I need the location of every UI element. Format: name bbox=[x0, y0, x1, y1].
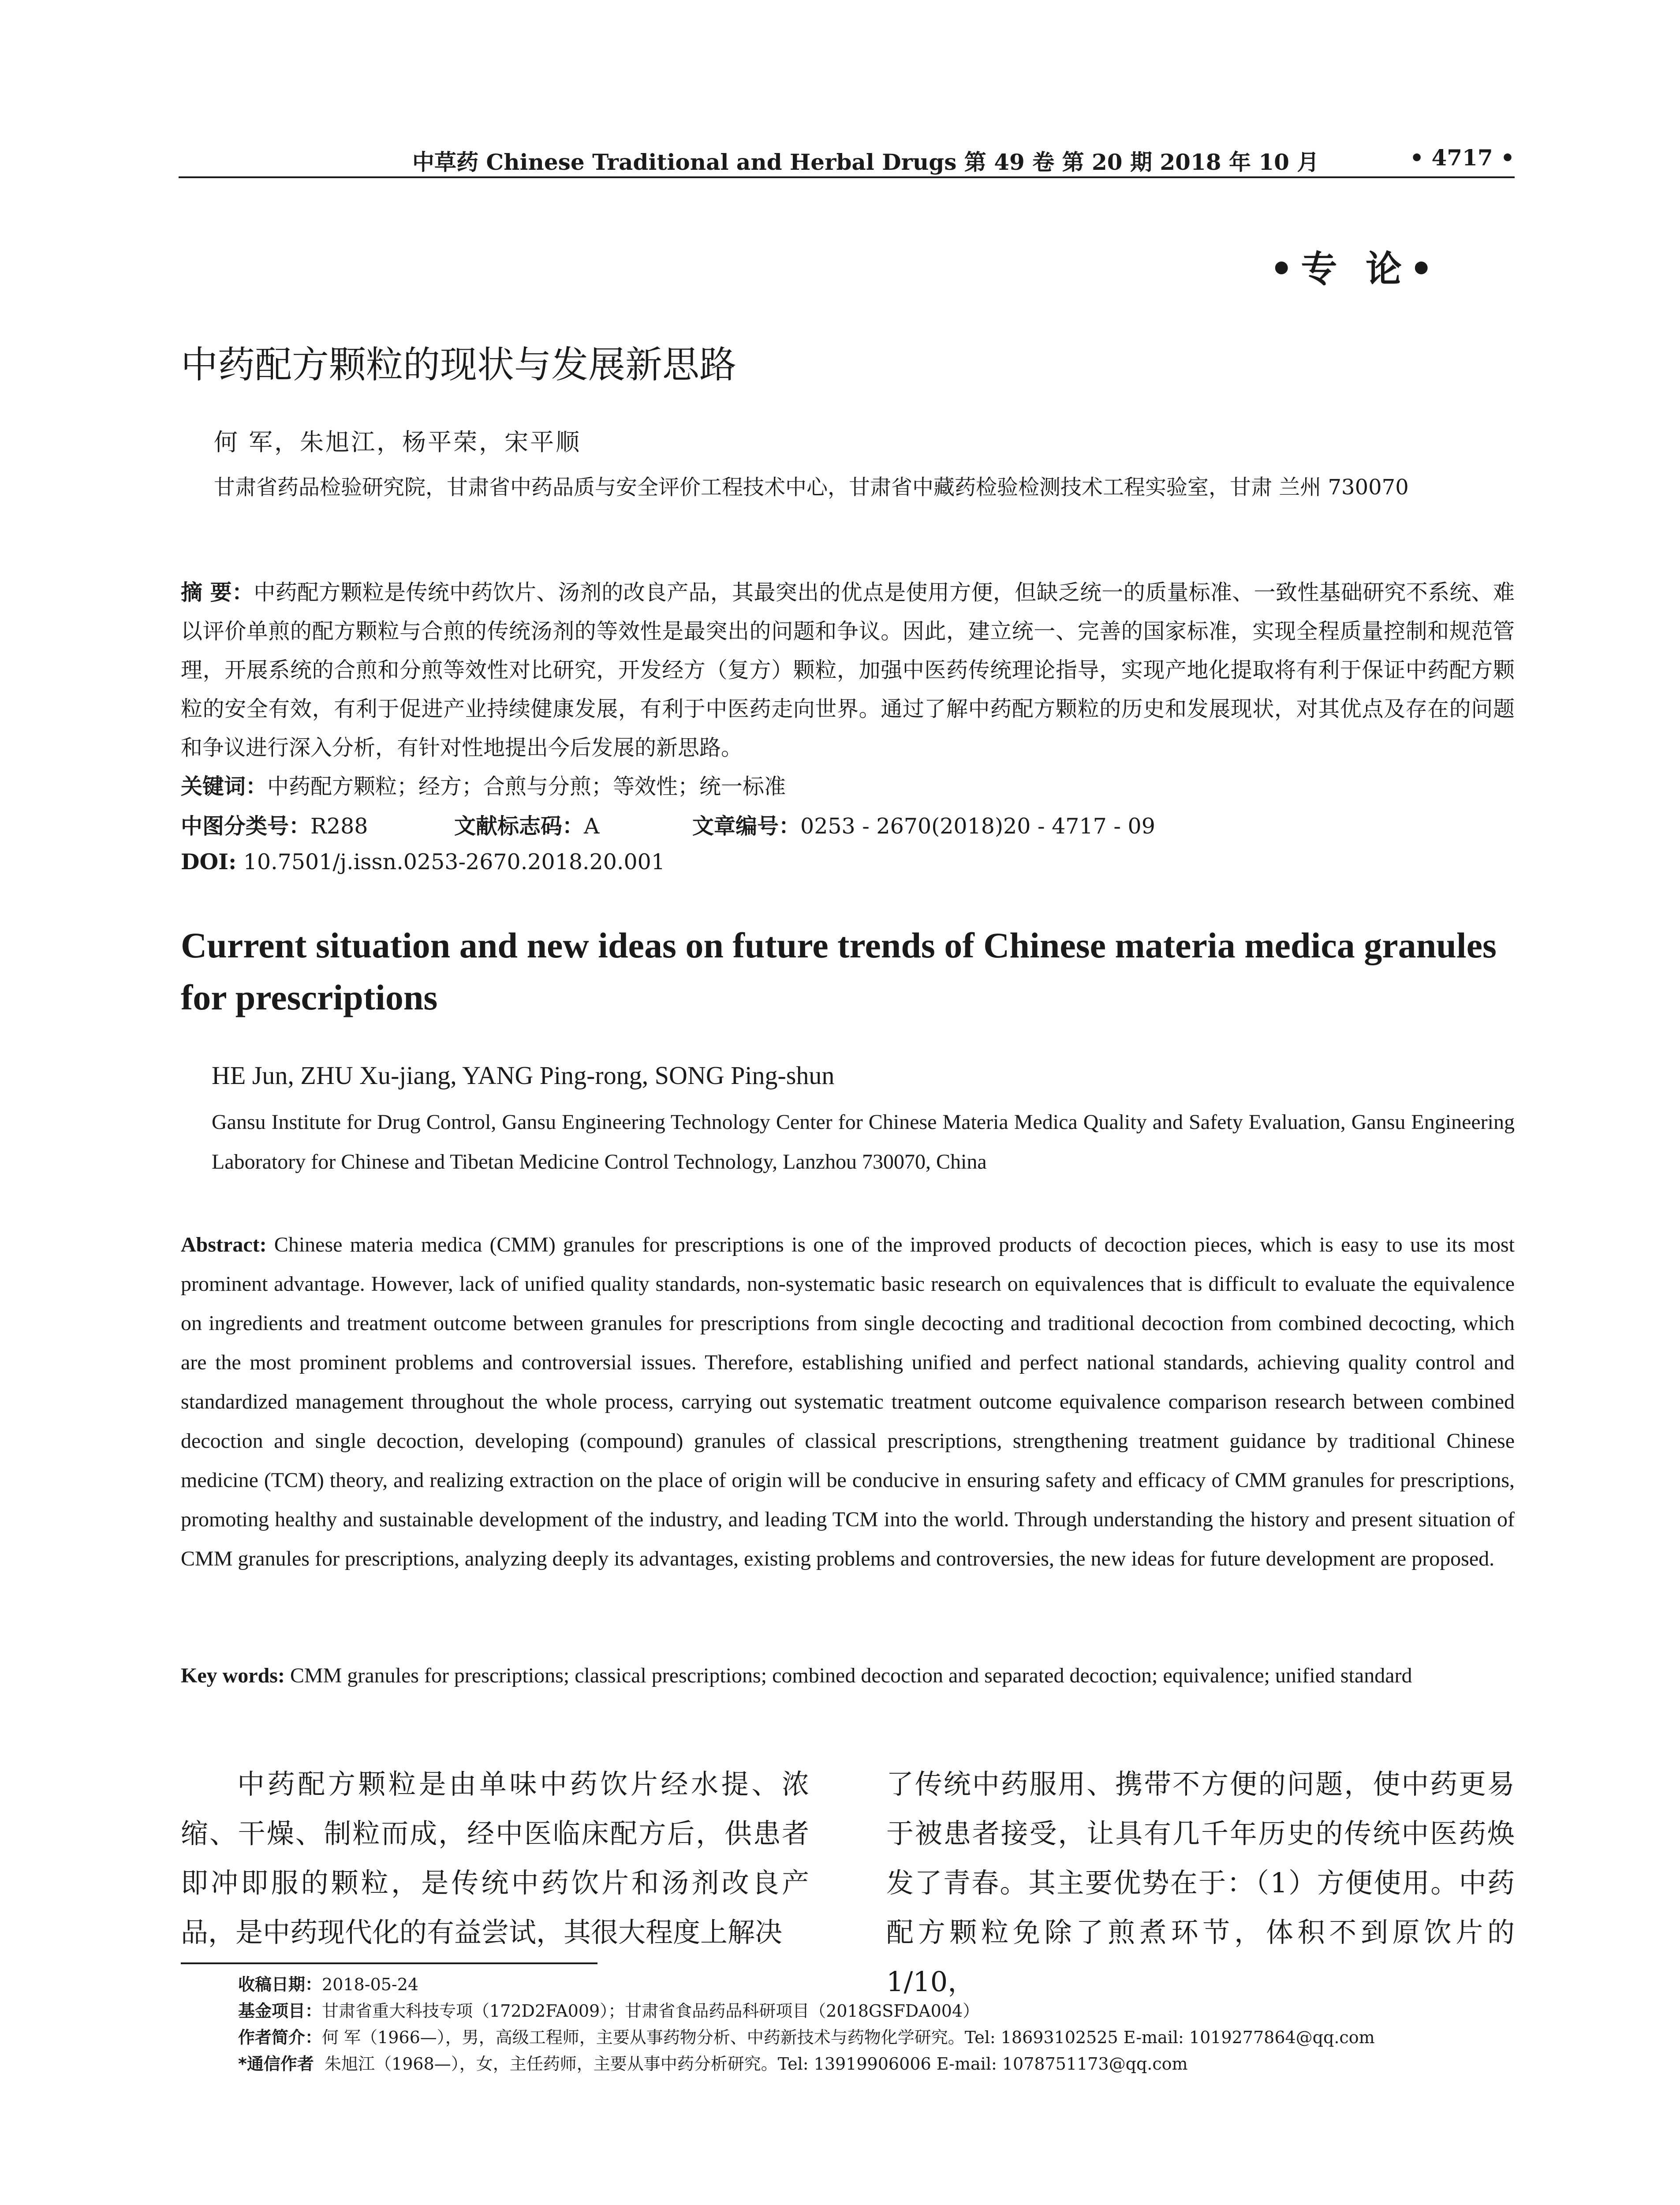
column-tag: •专 论• bbox=[1270, 248, 1441, 290]
clc-value: R288 bbox=[310, 814, 368, 839]
fund-label: 基金项目： bbox=[238, 2001, 322, 2021]
chinese-abstract bbox=[181, 573, 1515, 767]
chinese-abstract-label: 摘 要： bbox=[181, 580, 254, 605]
corresponding-label: *通信作者 bbox=[238, 2054, 314, 2074]
received-date: 2018-05-24 bbox=[322, 1975, 419, 1994]
footnote-fund bbox=[238, 1998, 1517, 2024]
english-affiliation: Gansu Institute for Drug Control, Gansu Engineering Technology Center for Chinese Materia Medica Quality and Safety Evaluation, Gansu Engineering Laboratory for Chinese and Tibetan Medicine Control Technology, Lanzhou 730070, China bbox=[212, 1110, 1515, 1174]
chinese-authors: 何 军，朱旭江，杨平荣，宋平顺 bbox=[214, 428, 582, 456]
doc-code-label: 文献标志码： bbox=[454, 814, 584, 839]
footnote-rule bbox=[181, 1962, 597, 1964]
chinese-abstract-text: 中药配方颗粒是传统中药饮片、汤剂的改良产品，其最突出的优点是使用方便，但缺乏统一的质量标准、一致性基础研究不系统、难以评价单煎的配方颗粒与合煎的传统汤剂的等效性是最突出的问题和争议。因此，建立统一、完善的国家标准，实现全程质量控制和规范管理，开展系统的合煎和分煎等效性对比研究，开发经方（复方）颗粒，加强中医药传统理论指导，实现产地化提取将有利于保证中药配方颗粒的安全有效，有利于促进产业持续健康发展，有利于中医药走向世界。通过了解中药配方颗粒的历史和发展现状，对其优点及存在的问题和争议进行深入分析，有针对性地提出今后发展的新思路。 bbox=[181, 580, 1515, 760]
classification-line bbox=[181, 809, 1155, 840]
running-header bbox=[179, 140, 1515, 179]
english-abstract bbox=[181, 1225, 1515, 1578]
english-abstract-text: Chinese materia medica (CMM) granules for prescriptions is one of the improved products of decoction pieces, which is easy to use its most prominent advantage. However, lack of unified quality standards, non-systematic basic research on equivalences that is difficult to evaluate the equivalence on ingredients and treatment outcome between granules for prescriptions from single decocting and traditional decoction from combined decocting, which are the most prominent problems and controversial issues. Therefore, establishing unified and perfect national standards, achieving quality control and standardized management throughout the whole process, carrying out systematic treatment outcome equivalence comparison research between combined decoction and single decoction, developing (compound) granules of classical prescriptions, strengthening treatment guidance by traditional Chinese medicine (TCM) theory, and realizing extraction on the place of origin will be conducive in ensuring safety and efficacy of CMM granules for prescriptions, promoting healthy and sustainable development of the industry, and leading TCM into the world. Through understanding the history and present situation of CMM granules for prescriptions, analyzing deeply its advantages, existing problems and controversies, the new ideas for future development are proposed. bbox=[181, 1233, 1515, 1570]
corresponding-text: 朱旭江（1968—），女，主任药师，主要从事中药分析研究。Tel: 13919906006 E-mail: 1078751173@qq.com bbox=[325, 2054, 1188, 2074]
footnote-received bbox=[238, 1971, 1517, 1998]
received-label: 收稿日期： bbox=[238, 1975, 322, 1994]
header-rule bbox=[179, 176, 1515, 178]
body-text-left-column: 中药配方颗粒是由单味中药饮片经水提、浓缩、干燥、制粒而成，经中医临床配方后，供患者即冲即服的颗粒，是传统中药饮片和汤剂改良产品，是中药现代化的有益尝试，其很大程度上解决 bbox=[181, 1768, 809, 1948]
page-number: • 4717 • bbox=[1410, 145, 1515, 171]
chinese-keywords bbox=[181, 770, 786, 800]
clc-label: 中图分类号： bbox=[181, 814, 311, 839]
doi-link[interactable]: 10.7501/j.issn.0253-2670.2018.20.001 bbox=[243, 849, 665, 875]
author-bio-text: 何 军（1966—），男，高级工程师，主要从事药物分析、中药新技术与药物化学研究。Tel: 18693102525 E-mail: 1019277864@qq.com bbox=[322, 2028, 1375, 2047]
author-bio-label: 作者简介： bbox=[238, 2028, 322, 2047]
doi-label: DOI: bbox=[181, 849, 237, 875]
fund-text: 甘肃省重大科技专项（172D2FA009）；甘肃省食品药品科研项目（2018GSFDA004） bbox=[322, 2001, 980, 2021]
english-keywords-text: CMM granules for prescriptions; classical prescriptions; combined decoction and separated decoction; equivalence; unified standard bbox=[290, 1664, 1412, 1687]
chinese-title: 中药配方颗粒的现状与发展新思路 bbox=[181, 343, 737, 386]
doc-code-value: A bbox=[584, 814, 600, 839]
journal-citation: 中草药 Chinese Traditional and Herbal Drugs 第 49 卷 第 20 期 2018 年 10 月 bbox=[412, 149, 1319, 175]
english-abstract-label: Abstract: bbox=[181, 1233, 267, 1256]
english-authors: HE Jun, ZHU Xu-jiang, YANG Ping-rong, SONG Ping-shun bbox=[212, 1061, 835, 1090]
english-keywords bbox=[181, 1656, 1515, 1695]
doi-line bbox=[181, 849, 665, 875]
article-no-label: 文章编号： bbox=[692, 814, 801, 839]
footnote-author bbox=[238, 2024, 1517, 2051]
chinese-affiliation: 甘肃省药品检验研究院，甘肃省中药品质与安全评价工程技术中心，甘肃省中藏药检验检测技术工程实验室，甘肃 兰州 730070 bbox=[214, 475, 1409, 500]
chinese-keywords-label: 关键词： bbox=[181, 774, 268, 799]
footnote-corresponding bbox=[238, 2051, 1517, 2077]
english-title: Current situation and new ideas on future trends of Chinese materia medica granules for prescriptions bbox=[181, 925, 1497, 1017]
chinese-keywords-text: 中药配方颗粒；经方；合煎与分煎；等效性；统一标准 bbox=[267, 774, 786, 799]
footnotes bbox=[238, 1971, 1517, 2077]
english-keywords-label: Key words: bbox=[181, 1664, 285, 1687]
article-no-value: 0253 - 2670(2018)20 - 4717 - 09 bbox=[800, 814, 1155, 839]
body-text-right-column: 了传统中药服用、携带不方便的问题，使中药更易于被患者接受，让具有几千年历史的传统中医药焕发了青春。其主要优势在于：（1）方便使用。中药配方颗粒免除了煎煮环节，体积不到原饮片的 1/10， bbox=[886, 1768, 1515, 1998]
